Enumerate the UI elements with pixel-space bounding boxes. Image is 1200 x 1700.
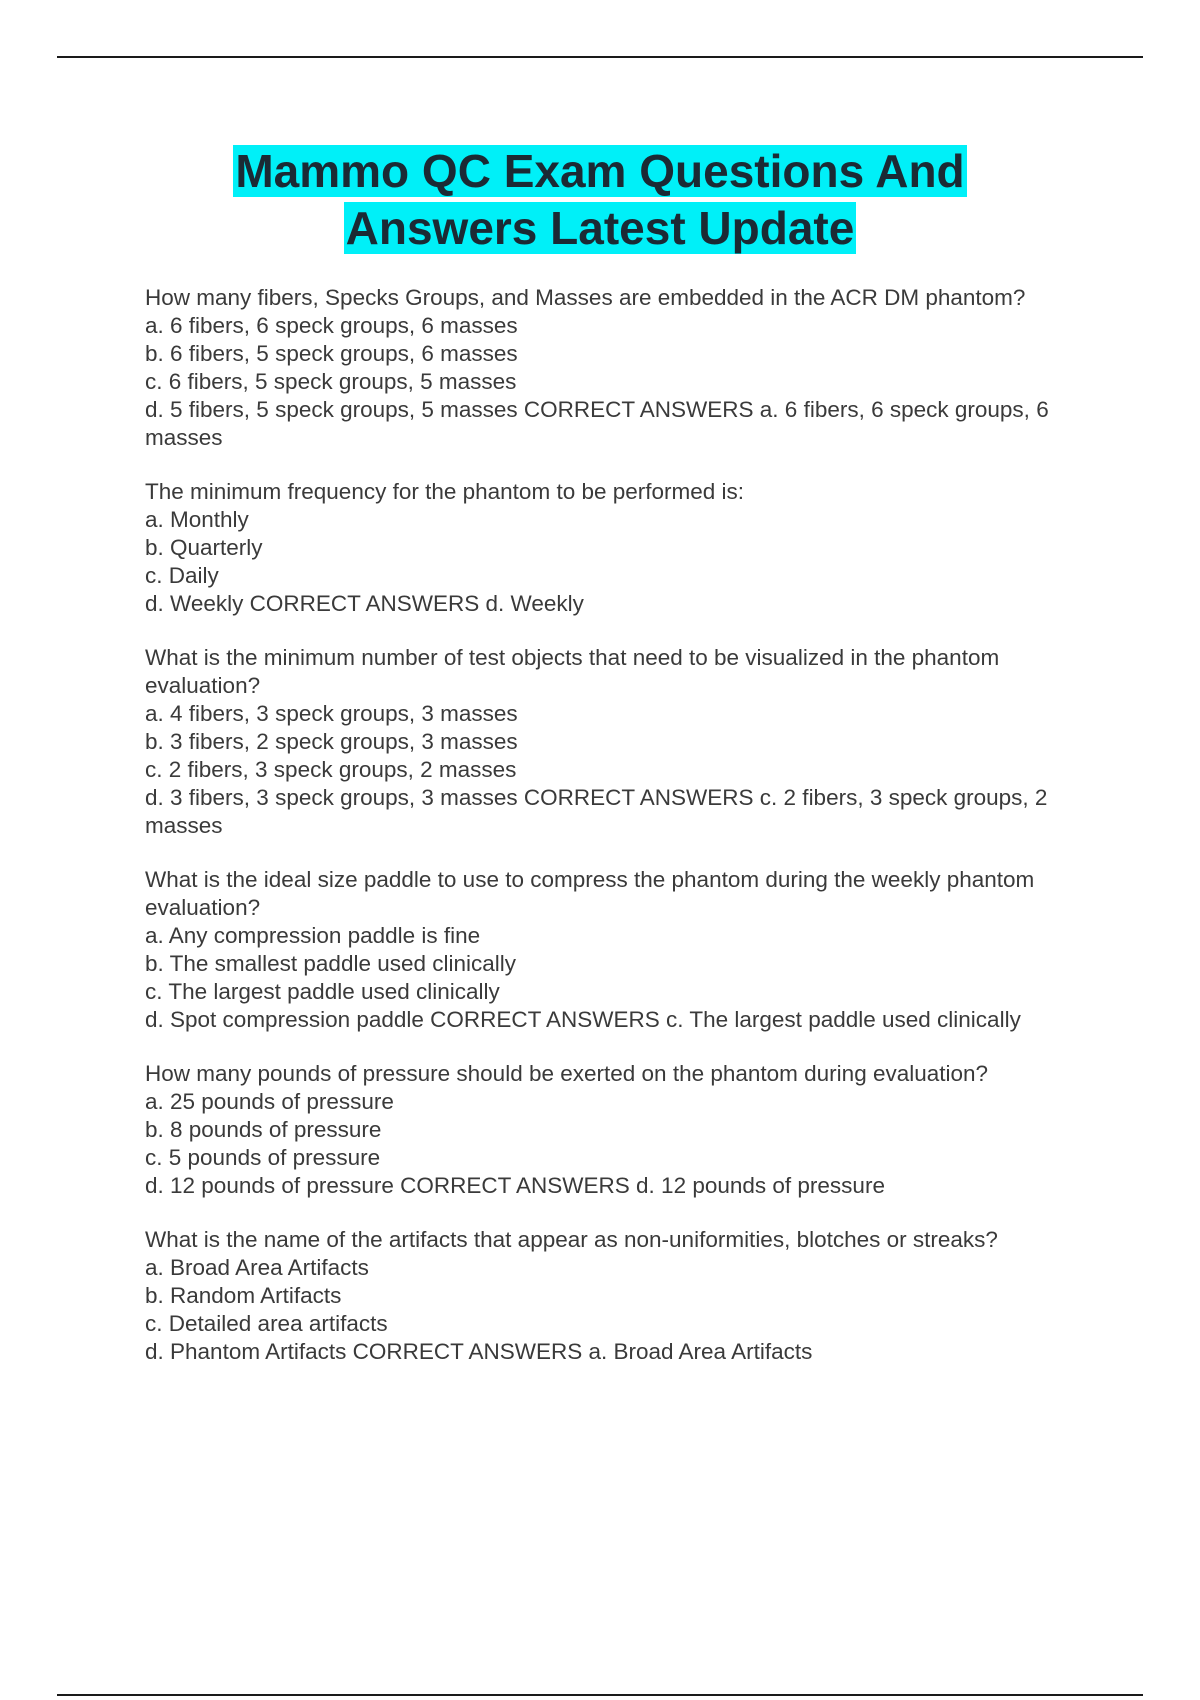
question-text: The minimum frequency for the phantom to be performed is:	[145, 479, 745, 504]
answer-option-c: c. 6 fibers, 5 speck groups, 5 masses	[145, 369, 517, 394]
footer-divider	[57, 1694, 1143, 1696]
answer-option-c: c. 5 pounds of pressure	[145, 1145, 381, 1170]
question-block-2	[145, 478, 1085, 618]
question-text: What is the name of the artifacts that appear as non-uniformities, blotches or streaks?	[145, 1227, 998, 1252]
answer-option-b: b. 8 pounds of pressure	[145, 1117, 382, 1142]
answer-option-b: b. Quarterly	[145, 535, 263, 560]
answer-option-b: b. 3 fibers, 2 speck groups, 3 masses	[145, 729, 518, 754]
answer-option-b: b. The smallest paddle used clinically	[145, 951, 517, 976]
answer-option-c: c. The largest paddle used clinically	[145, 979, 500, 1004]
answer-option-a: a. Monthly	[145, 507, 249, 532]
question-block-3	[145, 644, 1085, 840]
answer-option-a: a. 25 pounds of pressure	[145, 1089, 394, 1114]
answer-option-c: c. Daily	[145, 563, 219, 588]
question-block-1	[145, 284, 1085, 452]
answer-option-b: b. Random Artifacts	[145, 1283, 342, 1308]
answer-option-d-with-correct-answer: d. Weekly CORRECT ANSWERS d. Weekly	[145, 591, 584, 616]
answer-option-a: a. 4 fibers, 3 speck groups, 3 masses	[145, 701, 518, 726]
question-block-5	[145, 1060, 1085, 1200]
answer-option-a: a. Broad Area Artifacts	[145, 1255, 369, 1280]
answer-option-d-with-correct-answer: d. 3 fibers, 3 speck groups, 3 masses CORRECT ANSWERS c. 2 fibers, 3 speck groups, 2 masses	[145, 785, 1048, 838]
answer-option-d-with-correct-answer: d. 5 fibers, 5 speck groups, 5 masses CORRECT ANSWERS a. 6 fibers, 6 speck groups, 6 masses	[145, 397, 1049, 450]
header-divider	[57, 56, 1143, 58]
answer-option-d-with-correct-answer: d. Phantom Artifacts CORRECT ANSWERS a. Broad Area Artifacts	[145, 1339, 813, 1364]
answer-option-d-with-correct-answer: d. Spot compression paddle CORRECT ANSWERS c. The largest paddle used clinically	[145, 1007, 1021, 1032]
answer-option-c: c. 2 fibers, 3 speck groups, 2 masses	[145, 757, 517, 782]
answer-option-a: a. 6 fibers, 6 speck groups, 6 masses	[145, 313, 518, 338]
question-text: What is the minimum number of test objects that need to be visualized in the phantom evaluation?	[145, 645, 1000, 698]
answer-option-c: c. Detailed area artifacts	[145, 1311, 388, 1336]
page-title	[57, 143, 1143, 257]
question-list	[145, 284, 1085, 1392]
question-text: How many fibers, Specks Groups, and Masses are embedded in the ACR DM phantom?	[145, 285, 1026, 310]
question-text: What is the ideal size paddle to use to compress the phantom during the weekly phantom evaluation?	[145, 867, 1035, 920]
answer-option-a: a. Any compression paddle is fine	[145, 923, 481, 948]
answer-option-d-with-correct-answer: d. 12 pounds of pressure CORRECT ANSWERS d. 12 pounds of pressure	[145, 1173, 885, 1198]
page-title-line-1: Mammo QC Exam Questions And	[235, 145, 965, 197]
answer-option-b: b. 6 fibers, 5 speck groups, 6 masses	[145, 341, 518, 366]
question-block-4	[145, 866, 1085, 1034]
page-title-line-2: Answers Latest Update	[345, 202, 855, 254]
question-block-6	[145, 1226, 1085, 1366]
question-text: How many pounds of pressure should be exerted on the phantom during evaluation?	[145, 1061, 989, 1086]
